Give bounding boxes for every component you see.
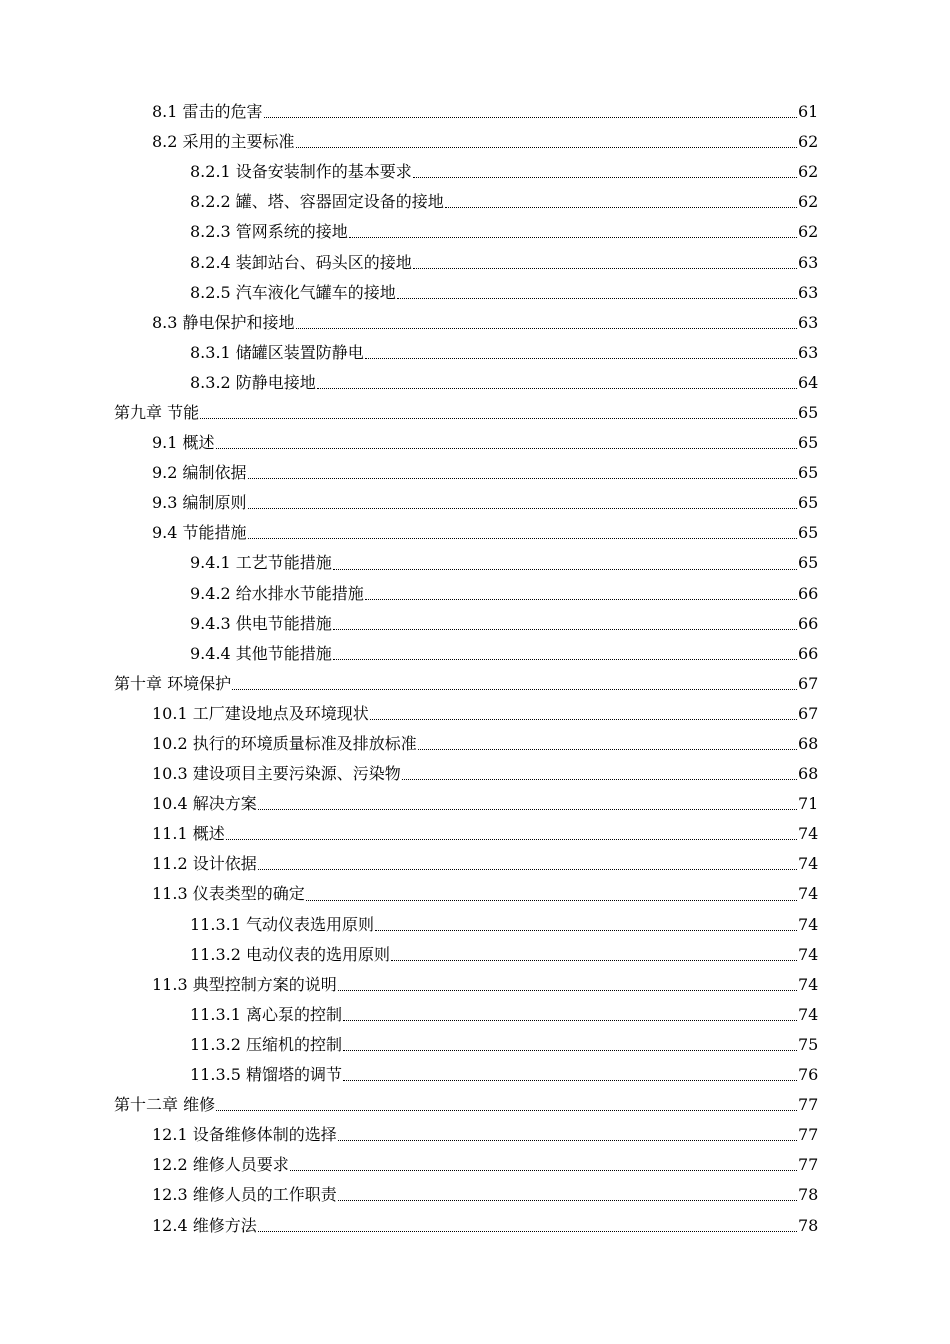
toc-dot-leader [216,1109,797,1111]
toc-entry-title: 8.3 静电保护和接地 [152,312,295,332]
toc-dot-leader [258,808,797,810]
toc-dot-leader [248,537,797,539]
toc-entry-page-number: 75 [798,1034,819,1054]
toc-entry-title: 12.2 维修人员要求 [152,1155,289,1175]
toc-entry-page-number: 63 [798,312,819,332]
toc-entry[interactable] [0,97,950,127]
toc-entry[interactable] [0,368,950,398]
toc-dot-leader [226,838,797,840]
toc-entry-title: 第十章 环境保护 [114,673,232,693]
toc-entry-title: 9.2 编制依据 [152,463,247,483]
toc-dot-leader [333,628,797,630]
toc-entry[interactable] [0,428,950,458]
toc-entry[interactable] [0,217,950,247]
toc-dot-leader [333,658,797,660]
toc-entry[interactable] [0,247,950,277]
toc-dot-leader [343,1049,797,1051]
toc-entry-page-number: 78 [798,1215,819,1235]
toc-entry-title: 9.1 概述 [152,433,215,453]
toc-dot-leader [216,447,797,449]
toc-entry-page-number: 62 [798,192,819,212]
toc-entry-page-number: 77 [798,1155,819,1175]
toc-dot-leader [306,899,797,901]
toc-dot-leader [375,929,797,931]
toc-entry[interactable] [0,308,950,338]
toc-entry[interactable] [0,729,950,759]
toc-entry-page-number: 74 [798,884,819,904]
toc-entry-page-number: 74 [798,914,819,934]
toc-entry[interactable] [0,1060,950,1090]
toc-entry[interactable] [0,278,950,308]
toc-entry-page-number: 67 [798,673,819,693]
toc-dot-leader [445,206,797,208]
toc-entry-page-number: 65 [798,433,819,453]
toc-entry[interactable] [0,609,950,639]
toc-entry-page-number: 68 [798,734,819,754]
toc-dot-leader [258,868,797,870]
toc-dot-leader [365,357,797,359]
toc-entry-page-number: 77 [798,1095,819,1115]
toc-entry-title: 9.4.4 其他节能措施 [190,643,332,663]
toc-dot-leader [397,297,797,299]
toc-entry-page-number: 64 [798,372,819,392]
toc-entry-title: 8.2.4 装卸站台、码头区的接地 [190,252,412,272]
toc-entry[interactable] [0,338,950,368]
toc-entry-title: 8.2.3 管网系统的接地 [190,222,348,242]
toc-entry-title: 9.4.1 工艺节能措施 [190,553,332,573]
toc-dot-leader [296,146,797,148]
toc-entry-title: 11.3 仪表类型的确定 [152,884,305,904]
toc-entry[interactable] [0,157,950,187]
toc-entry[interactable] [0,488,950,518]
toc-entry-page-number: 65 [798,493,819,513]
toc-dot-leader [413,176,797,178]
toc-entry-title: 8.2.1 设备安装制作的基本要求 [190,162,412,182]
toc-dot-leader [349,236,797,238]
toc-dot-leader [248,507,797,509]
toc-entry-title: 10.1 工厂建设地点及环境现状 [152,703,369,723]
toc-dot-leader [402,778,797,780]
toc-dot-leader [391,959,797,961]
toc-entry[interactable] [0,458,950,488]
toc-entry-title: 11.1 概述 [152,824,225,844]
toc-entry[interactable] [0,759,950,789]
toc-entry-page-number: 65 [798,523,819,543]
toc-entry-title: 11.3.2 压缩机的控制 [190,1034,342,1054]
toc-entry-page-number: 62 [798,132,819,152]
toc-entry[interactable] [0,1180,950,1210]
toc-entry-page-number: 74 [798,824,819,844]
toc-entry[interactable] [0,1000,950,1030]
toc-entry[interactable] [0,1150,950,1180]
toc-dot-leader [296,327,797,329]
toc-entry-page-number: 68 [798,764,819,784]
toc-entry-page-number: 62 [798,222,819,242]
toc-entry-title: 9.4.2 给水排水节能措施 [190,583,364,603]
table-of-contents [0,97,950,1241]
toc-entry[interactable] [0,639,950,669]
toc-entry[interactable] [0,910,950,940]
toc-entry-page-number: 63 [798,342,819,362]
toc-entry-title: 8.2.5 汽车液化气罐车的接地 [190,282,396,302]
toc-entry-title: 11.3.1 气动仪表选用原则 [190,914,374,934]
toc-dot-leader [365,598,797,600]
toc-entry[interactable] [0,548,950,578]
toc-entry[interactable] [0,940,950,970]
toc-entry-page-number: 65 [798,402,819,422]
toc-entry-page-number: 74 [798,944,819,964]
toc-entry-page-number: 77 [798,1125,819,1145]
toc-entry-title: 12.1 设备维修体制的选择 [152,1125,337,1145]
toc-entry-title: 11.3.2 电动仪表的选用原则 [190,944,390,964]
toc-entry-title: 12.4 维修方法 [152,1215,257,1235]
toc-entry-title: 第九章 节能 [114,402,200,422]
toc-dot-leader [248,477,797,479]
toc-entry-page-number: 74 [798,1004,819,1024]
toc-entry-title: 9.4 节能措施 [152,523,247,543]
toc-entry[interactable] [0,879,950,909]
toc-entry[interactable] [0,187,950,217]
toc-dot-leader [338,1199,797,1201]
toc-entry[interactable] [0,1120,950,1150]
toc-entry[interactable] [0,819,950,849]
toc-entry-title: 11.3.5 精馏塔的调节 [190,1065,342,1085]
toc-entry-page-number: 63 [798,252,819,272]
toc-entry-title: 10.3 建设项目主要污染源、污染物 [152,764,401,784]
toc-entry-page-number: 74 [798,974,819,994]
toc-dot-leader [418,748,797,750]
toc-entry-page-number: 61 [798,102,819,122]
toc-entry[interactable] [0,398,950,428]
toc-entry[interactable] [0,579,950,609]
toc-dot-leader [338,989,797,991]
toc-entry-title: 8.2 采用的主要标准 [152,132,295,152]
toc-entry[interactable] [0,669,950,699]
toc-entry-title: 9.3 编制原则 [152,493,247,513]
toc-dot-leader [200,417,797,419]
toc-entry-title: 11.2 设计依据 [152,854,257,874]
toc-entry-title: 8.1 雷击的危害 [152,102,263,122]
toc-entry[interactable] [0,518,950,548]
toc-dot-leader [413,267,797,269]
toc-entry-page-number: 78 [798,1185,819,1205]
toc-entry-title: 第十二章 维修 [114,1095,216,1115]
toc-entry-title: 8.2.2 罐、塔、容器固定设备的接地 [190,192,444,212]
toc-entry[interactable] [0,1210,950,1240]
toc-dot-leader [370,718,797,720]
toc-entry-page-number: 76 [798,1065,819,1085]
toc-entry[interactable] [0,1090,950,1120]
toc-entry-page-number: 67 [798,703,819,723]
toc-entry[interactable] [0,789,950,819]
toc-dot-leader [264,116,797,118]
toc-entry[interactable] [0,127,950,157]
toc-entry-page-number: 65 [798,553,819,573]
toc-entry-title: 10.2 执行的环境质量标准及排放标准 [152,734,417,754]
toc-entry[interactable] [0,1030,950,1060]
toc-entry-title: 8.3.1 储罐区装置防静电 [190,342,364,362]
toc-dot-leader [232,688,797,690]
toc-dot-leader [333,568,797,570]
toc-entry-page-number: 74 [798,854,819,874]
toc-entry-title: 10.4 解决方案 [152,794,257,814]
toc-entry-title: 11.3 典型控制方案的说明 [152,974,337,994]
toc-entry-page-number: 65 [798,463,819,483]
toc-entry[interactable] [0,699,950,729]
toc-dot-leader [290,1169,797,1171]
toc-entry-title: 11.3.1 离心泵的控制 [190,1004,342,1024]
toc-entry-title: 8.3.2 防静电接地 [190,372,316,392]
toc-dot-leader [338,1139,797,1141]
toc-entry-page-number: 66 [798,613,819,633]
toc-entry-page-number: 63 [798,282,819,302]
toc-entry-page-number: 66 [798,583,819,603]
toc-entry[interactable] [0,970,950,1000]
toc-entry[interactable] [0,849,950,879]
toc-dot-leader [258,1230,797,1232]
toc-entry-title: 9.4.3 供电节能措施 [190,613,332,633]
toc-dot-leader [343,1019,797,1021]
toc-entry-page-number: 66 [798,643,819,663]
toc-entry-page-number: 71 [798,794,819,814]
toc-dot-leader [317,387,797,389]
toc-entry-title: 12.3 维修人员的工作职责 [152,1185,337,1205]
toc-entry-page-number: 62 [798,162,819,182]
toc-dot-leader [343,1079,797,1081]
